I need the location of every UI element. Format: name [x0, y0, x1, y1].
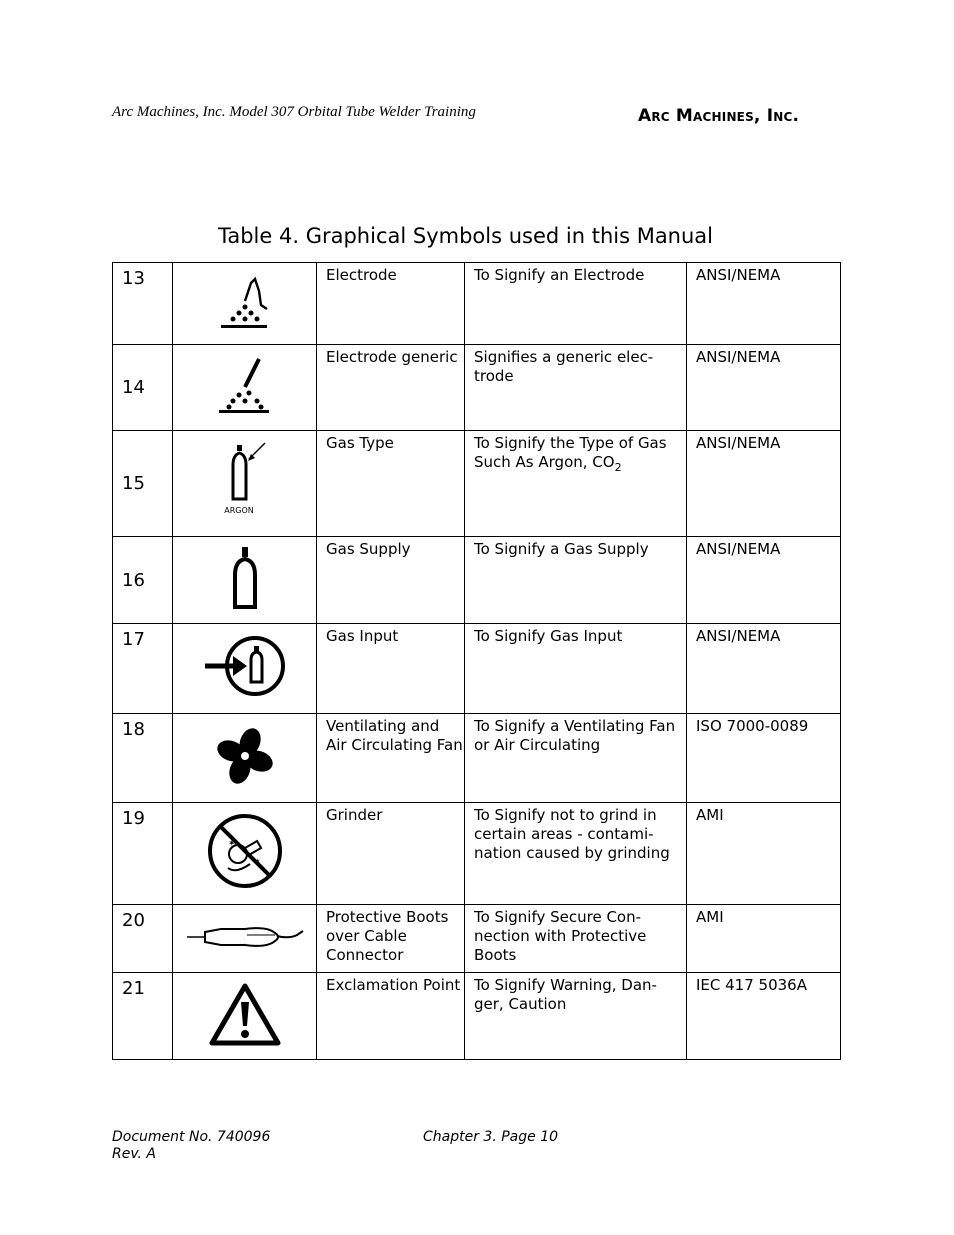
symbol-standard: ANSI/NEMA [687, 431, 841, 537]
no-grinding-icon [206, 812, 284, 890]
brand-logo: Arc Machines, Inc. [638, 106, 800, 126]
symbol-standard: AMI [687, 803, 841, 905]
footer-revision: Rev. A [112, 1146, 156, 1162]
symbol-standard: ISO 7000-0089 [687, 714, 841, 803]
symbol-description: To Signify the Type of Gas Such As Argon, $CO_2$ [465, 431, 687, 537]
protective-boot-icon [185, 921, 305, 951]
symbol-name: Grinder [317, 803, 465, 905]
footer-page: Chapter 3. Page 10 [423, 1129, 559, 1145]
gas-supply-icon [225, 545, 265, 611]
gas-input-icon [203, 634, 287, 698]
symbol-cell [173, 714, 317, 803]
fan-icon [215, 726, 275, 786]
symbol-name: Protective Boots over Cable Connector [317, 905, 465, 973]
symbol-standard: ANSI/NEMA [687, 537, 841, 624]
footer-doc-number: Document No. 740096 [112, 1129, 271, 1145]
symbol-cell [173, 973, 317, 1060]
row-number: 15 [113, 431, 173, 537]
table-row [113, 624, 841, 714]
symbol-name: Exclamation Point [317, 973, 465, 1060]
table-row [113, 345, 841, 431]
table-row [113, 263, 841, 345]
row-number: 17 [113, 624, 173, 714]
symbol-name: Electrode generic [317, 345, 465, 431]
symbol-description: Signifies a generic elec-trode [465, 345, 687, 431]
symbol-description: To Signify a Gas Supply [465, 537, 687, 624]
symbol-cell [173, 263, 317, 345]
symbol-standard: ANSI/NEMA [687, 263, 841, 345]
header-title: Arc Machines, Inc. Model 307 Orbital Tube Welder Training [112, 104, 476, 120]
symbol-cell [173, 537, 317, 624]
row-number: 13 [113, 263, 173, 345]
symbol-name: Ventilating and Air Circulating Fan [317, 714, 465, 803]
argon-label: ARGON [223, 506, 254, 515]
symbol-description: To Signify not to grind in certain areas - contami-nation caused by grinding [465, 803, 687, 905]
symbol-cell [173, 803, 317, 905]
symbol-cell [173, 624, 317, 714]
gas-type-icon [215, 441, 275, 521]
symbol-description: To Signify an Electrode [465, 263, 687, 345]
symbol-standard: IEC 417 5036A [687, 973, 841, 1060]
symbol-standard: ANSI/NEMA [687, 624, 841, 714]
symbol-standard: ANSI/NEMA [687, 345, 841, 431]
row-number: 14 [113, 345, 173, 431]
svg-text:✶: ✶ [227, 839, 236, 849]
row-number: 20 [113, 905, 173, 973]
table-title: Table 4. Graphical Symbols used in this Manual [218, 224, 714, 248]
symbol-name: Electrode [317, 263, 465, 345]
table-row [113, 803, 841, 905]
table-row [113, 537, 841, 624]
table-row [113, 431, 841, 537]
symbol-description: To Signify Warning, Dan-ger, Caution [465, 973, 687, 1060]
electrode-generic-icon [215, 355, 275, 415]
warning-icon [209, 982, 281, 1046]
symbol-name: Gas Input [317, 624, 465, 714]
symbol-description: To Signify Secure Con-nection with Protective Boots [465, 905, 687, 973]
row-number: 21 [113, 973, 173, 1060]
symbol-name: Gas Supply [317, 537, 465, 624]
table-row [113, 905, 841, 973]
symbol-name: Gas Type [317, 431, 465, 537]
symbol-description: To Signify a Ventilating Fan or Air Circulating [465, 714, 687, 803]
row-number: 19 [113, 803, 173, 905]
table-row [113, 973, 841, 1060]
svg-text:✶: ✶ [253, 857, 261, 866]
symbol-cell [173, 905, 317, 973]
table-row [113, 714, 841, 803]
symbol-cell [173, 345, 317, 431]
row-number: 16 [113, 537, 173, 624]
symbol-cell [173, 431, 317, 537]
electrode-icon [215, 271, 275, 331]
symbols-table [112, 262, 841, 1060]
symbol-description: To Signify Gas Input [465, 624, 687, 714]
symbol-standard: AMI [687, 905, 841, 973]
row-number: 18 [113, 714, 173, 803]
